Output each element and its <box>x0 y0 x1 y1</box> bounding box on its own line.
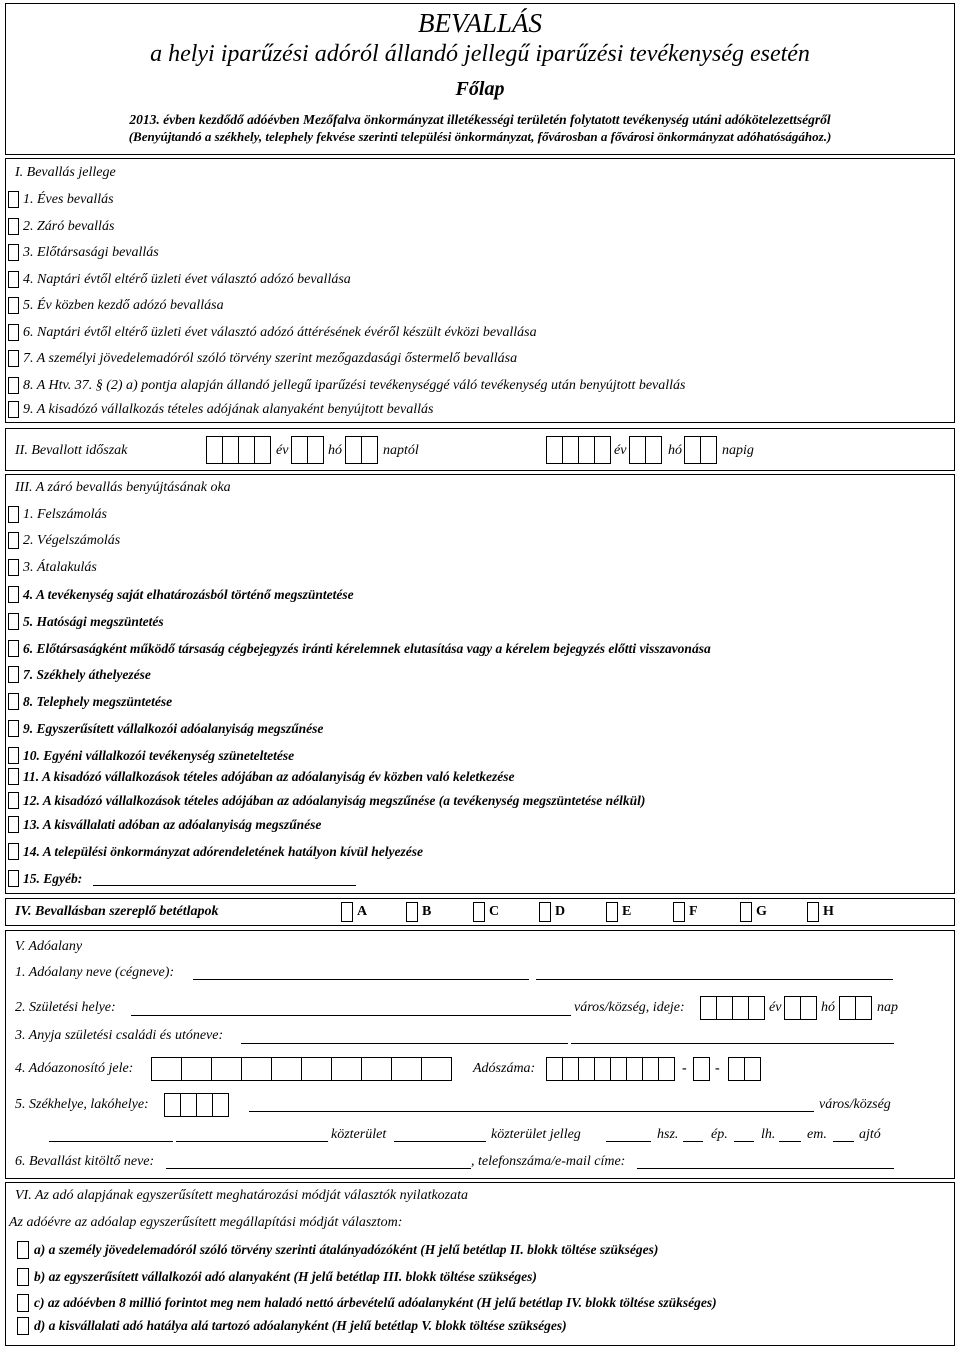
closing-reason-checkbox-9[interactable] <box>8 720 19 737</box>
simplified-option-label-c: c) az adóévben 8 millió forintot meg nem haladó nettó árbevételű adóalanyként (H jelű betétlap IV. blokk töltése szükséges) <box>34 1295 717 1310</box>
building-field[interactable] <box>683 1141 703 1142</box>
closing-reason-checkbox-15[interactable] <box>8 870 19 887</box>
postal-code-cell-1[interactable] <box>164 1093 181 1117</box>
sheet-checkbox-e[interactable] <box>606 902 618 922</box>
tax-id-cell-5[interactable] <box>271 1057 302 1081</box>
sheet-checkbox-h[interactable] <box>807 902 819 922</box>
street-type-field[interactable] <box>394 1141 486 1142</box>
birthplace-label: 2. Születési helye: <box>15 1000 116 1015</box>
birth-year-cell-1[interactable] <box>700 996 717 1020</box>
period-end-month-cells <box>629 436 662 464</box>
tax-number-base-cell-7[interactable] <box>642 1057 659 1081</box>
sheet-checkbox-a[interactable] <box>341 902 353 922</box>
period-start-year-cells <box>206 436 271 464</box>
mother-name-field[interactable] <box>241 1043 568 1044</box>
declaration-type-label-4: 4. Naptári évtől eltérő üzleti évet választó adózó bevallása <box>23 272 351 287</box>
tax-number-base-cell-8[interactable] <box>658 1057 675 1081</box>
street-label: közterület <box>331 1127 387 1142</box>
declaration-type-label-6: 6. Naptári évtől eltérő üzleti évet választó adózó áttérésének évéről készült évközi bevallása <box>23 325 537 340</box>
period-end-month-cell-1[interactable] <box>629 436 646 464</box>
period-start-month-cell-1[interactable] <box>291 436 308 464</box>
closing-reason-label-15: 15. Egyéb: <box>23 871 83 886</box>
house-number-field[interactable] <box>606 1141 651 1142</box>
tax-number-vat-cells <box>693 1057 710 1081</box>
birth-month-cell-1[interactable] <box>784 996 801 1020</box>
sheet-checkbox-f[interactable] <box>673 902 685 922</box>
period-start-month-cells <box>291 436 324 464</box>
birth-day-cell-1[interactable] <box>839 996 856 1020</box>
period-start-month-cell-2[interactable] <box>307 436 324 464</box>
closing-reason-label-9: 9. Egyszerűsített vállalkozói adóalanyiság megszűnése <box>23 721 324 736</box>
section-declaration-type <box>5 158 955 423</box>
declaration-type-checkbox-3[interactable] <box>8 244 19 261</box>
section-title: IV. Bevallásban szereplő betétlapok <box>15 904 219 919</box>
section-simplified-base <box>5 1182 955 1346</box>
period-start-day-cell-2[interactable] <box>361 436 378 464</box>
birth-year-cell-3[interactable] <box>732 996 749 1020</box>
simplified-option-label-d: d) a kisvállalati adó hatálya alá tartozó adóalanyként (H jelű betétlap V. blokk töltése szükséges) <box>34 1318 567 1333</box>
declaration-type-checkbox-5[interactable] <box>8 297 19 314</box>
door-label: ajtó <box>859 1127 881 1142</box>
form-subtitle: a helyi iparűzési adóról állandó jellegű iparűzési tevékenység esetén <box>150 41 810 67</box>
tax-id-cell-1[interactable] <box>151 1057 182 1081</box>
closing-reason-checkbox-12[interactable] <box>8 792 19 809</box>
sheet-label-e: E <box>622 904 632 919</box>
tax-id-cell-4[interactable] <box>241 1057 272 1081</box>
postal-code-cell-3[interactable] <box>196 1093 213 1117</box>
street-field-continued[interactable] <box>176 1141 328 1142</box>
closing-reason-label-10: 10. Egyéni vállalkozói tevékenység szüneteltetése <box>23 748 295 763</box>
sheet-label-b: B <box>422 904 432 919</box>
birth-day-label: nap <box>877 1000 898 1015</box>
tax-number-county-cells <box>728 1057 761 1081</box>
closing-reason-label-4: 4. A tevékenység saját elhatározásból történő megszüntetése <box>23 587 354 602</box>
closing-reason-label-5: 5. Hatósági megszüntetés <box>23 614 164 629</box>
period-start-year-label: év <box>276 443 289 458</box>
declaration-type-label-7: 7. A személyi jövedelemadóról szóló törvény szerint mezőgazdasági őstermelő bevallása <box>23 351 518 366</box>
postal-code-cell-2[interactable] <box>180 1093 197 1117</box>
taxpayer-name-label: 1. Adóalany neve (cégneve): <box>15 965 175 980</box>
birth-month-cells <box>784 996 817 1020</box>
tax-number-base-cell-5[interactable] <box>610 1057 627 1081</box>
period-start-year-cell-4[interactable] <box>254 436 271 464</box>
closing-reason-label-1: 1. Felszámolás <box>23 507 107 522</box>
closing-reason-label-6: 6. Előtársaságként működő társaság cégbejegyzés iránti kérelemnek elutasítása vagy a kérelem bejegyzés előtti visszavonása <box>23 641 711 656</box>
tax-number-base-cell-3[interactable] <box>578 1057 595 1081</box>
tax-number-base-cell-1[interactable] <box>546 1057 563 1081</box>
closing-reason-label-2: 2. Végelszámolás <box>23 533 121 548</box>
tax-number-base-cell-4[interactable] <box>594 1057 611 1081</box>
closing-reason-label-3: 3. Átalakulás <box>23 560 97 575</box>
declaration-type-checkbox-7[interactable] <box>8 350 19 367</box>
tax-id-cell-7[interactable] <box>331 1057 362 1081</box>
postal-code-cell-4[interactable] <box>212 1093 229 1117</box>
floor-label: em. <box>807 1127 827 1142</box>
declaration-type-label-2: 2. Záró bevallás <box>23 219 115 234</box>
declaration-type-checkbox-1[interactable] <box>8 191 19 208</box>
birth-year-cells <box>700 996 765 1020</box>
birth-day-cell-2[interactable] <box>855 996 872 1020</box>
closing-reason-checkbox-14[interactable] <box>8 843 19 860</box>
birth-month-cell-2[interactable] <box>800 996 817 1020</box>
simplified-option-label-a: a) a személy jövedelemadóról szóló törvény szerinti átalányadózóként (H jelű betétlap II. blokk töltése szükséges) <box>34 1242 659 1257</box>
closing-reason-checkbox-7[interactable] <box>8 666 19 683</box>
sheet-label-c: C <box>489 904 500 919</box>
section-declared-period <box>5 428 955 471</box>
tax-id-cell-6[interactable] <box>301 1057 332 1081</box>
floor-field[interactable] <box>779 1141 801 1142</box>
sheet-label-a: A <box>357 904 368 919</box>
other-reason-field[interactable] <box>93 885 356 886</box>
declaration-type-label-3: 3. Előtársasági bevallás <box>23 245 159 260</box>
closing-reason-checkbox-5[interactable] <box>8 613 19 630</box>
taxpayer-name-field-continued[interactable] <box>536 979 893 980</box>
simplified-option-checkbox-a[interactable] <box>17 1241 29 1259</box>
declaration-type-checkbox-4[interactable] <box>8 271 19 288</box>
sheet-checkbox-g[interactable] <box>740 902 752 922</box>
staircase-field[interactable] <box>734 1141 754 1142</box>
period-end-month-label: hó <box>668 443 682 458</box>
closing-reason-label-7: 7. Székhely áthelyezése <box>23 667 151 682</box>
declaration-type-checkbox-8[interactable] <box>8 377 19 394</box>
city-field[interactable] <box>249 1111 814 1112</box>
period-from-label: naptól <box>383 443 419 458</box>
period-end-month-cell-2[interactable] <box>645 436 662 464</box>
form-title: BEVALLÁS <box>418 8 542 38</box>
section-closing-reason <box>5 474 955 894</box>
declaration-type-checkbox-6[interactable] <box>8 324 19 341</box>
city-label: város/község <box>819 1097 891 1112</box>
door-field[interactable] <box>833 1141 854 1142</box>
filler-name-label: 6. Bevallást kitöltő neve: <box>15 1154 155 1169</box>
simplified-option-checkbox-b[interactable] <box>17 1268 29 1286</box>
simplified-option-checkbox-d[interactable] <box>17 1317 29 1335</box>
section-title: V. Adóalany <box>15 939 83 954</box>
street-field[interactable] <box>49 1141 173 1142</box>
sheet-label-d: D <box>555 904 566 919</box>
closing-reason-checkbox-1[interactable] <box>8 506 19 523</box>
declaration-type-checkbox-9[interactable] <box>8 401 19 418</box>
period-end-day-cell-1[interactable] <box>684 436 701 464</box>
tax-number-vat-cell-1[interactable] <box>693 1057 710 1081</box>
postal-code-cells <box>164 1093 229 1117</box>
closing-reason-label-8: 8. Telephely megszüntetése <box>23 694 173 709</box>
closing-reason-checkbox-10[interactable] <box>8 747 19 764</box>
tax-id-label: 4. Adóazonosító jele: <box>15 1061 134 1076</box>
section-title: VI. Az adó alapjának egyszerűsített meghatározási módját választók nyilatkozata <box>15 1188 469 1203</box>
tax-number-label: Adószáma: <box>473 1061 536 1076</box>
period-start-month-label: hó <box>328 443 342 458</box>
tax-number-base-cells <box>546 1057 675 1081</box>
period-end-year-cell-4[interactable] <box>594 436 611 464</box>
declaration-type-checkbox-2[interactable] <box>8 218 19 235</box>
birth-month-label: hó <box>821 1000 835 1015</box>
header-box <box>5 3 955 155</box>
period-start-year-cell-3[interactable] <box>238 436 255 464</box>
period-end-year-cell-1[interactable] <box>546 436 563 464</box>
section-attached-sheets <box>5 898 955 926</box>
section-title: II. Bevallott időszak <box>15 443 128 458</box>
closing-reason-checkbox-2[interactable] <box>8 532 19 549</box>
period-start-year-cell-2[interactable] <box>222 436 239 464</box>
birth-day-cells <box>839 996 872 1020</box>
sheet-checkbox-c[interactable] <box>473 902 485 922</box>
tax-number-dash-2: - <box>715 1061 720 1076</box>
mother-name-field-continued[interactable] <box>571 1043 894 1044</box>
tax-id-cell-3[interactable] <box>211 1057 242 1081</box>
sheet-label: Főlap <box>455 78 505 100</box>
closing-reason-checkbox-4[interactable] <box>8 586 19 603</box>
section-taxpayer <box>5 930 955 1179</box>
contact-label: , telefonszáma/e-mail címe: <box>471 1154 626 1169</box>
period-end-year-label: év <box>614 443 627 458</box>
period-to-label: napig <box>722 443 754 458</box>
declaration-type-label-1: 1. Éves bevallás <box>23 192 114 207</box>
tax-id-cell-2[interactable] <box>181 1057 212 1081</box>
birth-date-label: város/község, ideje: <box>574 1000 685 1015</box>
period-end-year-cell-3[interactable] <box>578 436 595 464</box>
period-start-year-cell-1[interactable] <box>206 436 223 464</box>
period-start-day-cell-1[interactable] <box>345 436 362 464</box>
taxpayer-name-field[interactable] <box>193 979 529 980</box>
declaration-type-label-8: 8. A Htv. 37. § (2) a) pontja alapján állandó jellegű iparűzési tevékenységgé váló tevékenység után benyújtott bevallás <box>23 378 686 393</box>
period-end-year-cells <box>546 436 611 464</box>
sheet-label-h: H <box>823 904 834 919</box>
mother-name-label: 3. Anyja születési családi és utóneve: <box>15 1028 224 1043</box>
tax-number-base-cell-2[interactable] <box>562 1057 579 1081</box>
section-title: I. Bevallás jellege <box>15 165 116 180</box>
tax-number-base-cell-6[interactable] <box>626 1057 643 1081</box>
closing-reason-checkbox-8[interactable] <box>8 693 19 710</box>
closing-reason-checkbox-3[interactable] <box>8 559 19 576</box>
filler-name-field[interactable] <box>166 1168 471 1169</box>
birth-year-label: év <box>769 1000 782 1015</box>
house-number-label: hsz. <box>657 1127 679 1142</box>
tax-number-county-cell-1[interactable] <box>728 1057 745 1081</box>
period-line: 2013. évben kezdődő adóévben Mezőfalva önkormányzat illetékességi területén folytatott tevékenység utáni adókötelezettségről <box>129 112 831 127</box>
staircase-label: lh. <box>761 1127 776 1142</box>
simplified-option-label-b: b) az egyszerűsített vállalkozói adó alanyaként (H jelű betétlap III. blokk töltése szükséges) <box>34 1269 537 1284</box>
submission-note: (Benyújtandó a székhely, telephely fekvése szerinti települési önkormányzat, fővárosban a fővárosi önkormányzat adóhatóságához.) <box>128 129 832 144</box>
birth-year-cell-2[interactable] <box>716 996 733 1020</box>
tax-id-cell-8[interactable] <box>361 1057 392 1081</box>
street-type-label: közterület jelleg <box>491 1127 581 1142</box>
seat-label: 5. Székhelye, lakóhelye: <box>15 1097 149 1112</box>
declaration-type-label-9: 9. A kisadózó vállalkozás tételes adójának alanyaként benyújtott bevallás <box>23 402 434 417</box>
tax-number-county-cell-2[interactable] <box>744 1057 761 1081</box>
tax-id-cells <box>151 1057 452 1081</box>
period-start-day-cells <box>345 436 378 464</box>
simplified-option-checkbox-c[interactable] <box>17 1294 29 1312</box>
period-end-day-cell-2[interactable] <box>700 436 717 464</box>
period-end-day-cells <box>684 436 717 464</box>
closing-reason-label-12: 12. A kisadózó vállalkozások tételes adójában az adóalanyiság megszűnése (a tevékenység megszüntetése nélkül) <box>23 793 646 808</box>
tax-id-cell-9[interactable] <box>391 1057 422 1081</box>
birthplace-field[interactable] <box>131 1015 571 1016</box>
section-title: III. A záró bevallás benyújtásának oka <box>15 480 231 495</box>
closing-reason-checkbox-6[interactable] <box>8 640 19 657</box>
closing-reason-checkbox-11[interactable] <box>8 768 19 785</box>
sheet-checkbox-b[interactable] <box>406 902 418 922</box>
simplified-intro: Az adóévre az adóalap egyszerűsített megállapítási módját választom: <box>9 1215 403 1230</box>
closing-reason-label-14: 14. A települési önkormányzat adórendeletének hatályon kívül helyezése <box>23 844 423 859</box>
building-label: ép. <box>711 1127 728 1142</box>
sheet-checkbox-d[interactable] <box>539 902 551 922</box>
tax-id-cell-10[interactable] <box>421 1057 452 1081</box>
period-end-year-cell-2[interactable] <box>562 436 579 464</box>
tax-number-dash-1: - <box>682 1061 687 1076</box>
closing-reason-checkbox-13[interactable] <box>8 816 19 833</box>
closing-reason-label-11: 11. A kisadózó vállalkozások tételes adójában az adóalanyiság év közben való keletkezése <box>23 769 515 784</box>
sheet-label-f: F <box>689 904 698 919</box>
birth-year-cell-4[interactable] <box>748 996 765 1020</box>
closing-reason-label-13: 13. A kisvállalati adóban az adóalanyiság megszűnése <box>23 817 322 832</box>
sheet-label-g: G <box>756 904 767 919</box>
contact-field[interactable] <box>637 1168 894 1169</box>
declaration-type-label-5: 5. Év közben kezdő adózó bevallása <box>23 298 224 313</box>
